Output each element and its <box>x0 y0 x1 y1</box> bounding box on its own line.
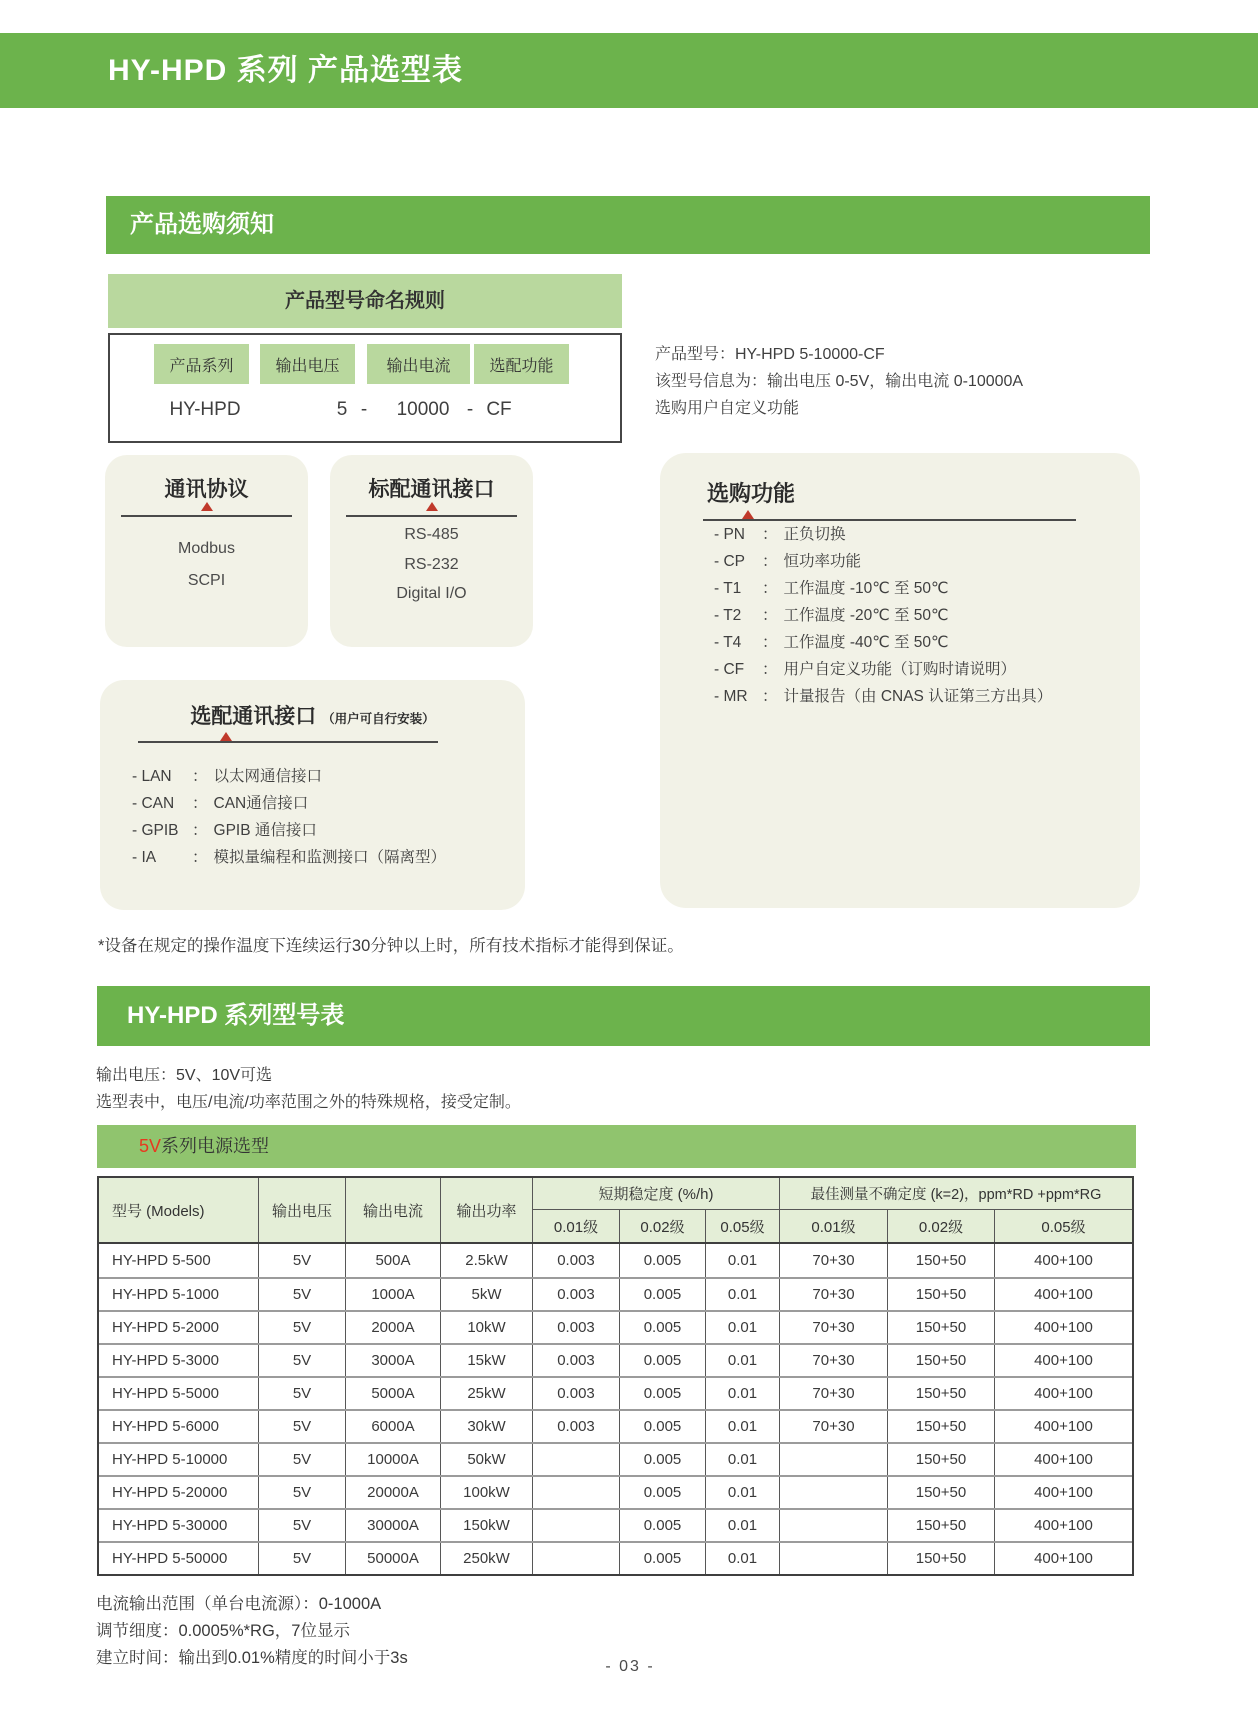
cell-power: 30kW <box>441 1411 533 1442</box>
option-code: - PN <box>714 526 745 543</box>
cell-stability-002: 0.005 <box>620 1345 706 1376</box>
cell-stability-005: 0.01 <box>706 1543 780 1574</box>
cell-uncert-005: 400+100 <box>1034 1252 1093 1269</box>
cell-stability-001: 0.003 <box>533 1378 620 1409</box>
option-code: - CF <box>714 661 745 678</box>
divider <box>138 741 438 743</box>
option-item <box>714 656 1120 683</box>
cell-uncert-001: 70+30 <box>780 1244 888 1277</box>
footer-note-line: 建立时间：输出到0.01%精度的时间小于3s <box>96 1649 408 1667</box>
cell-stability-001 <box>533 1477 620 1508</box>
interface-description: 模拟量编程和监测接口（隔离型） <box>213 849 447 866</box>
col-header-grade: 0.05级 <box>1041 1218 1086 1236</box>
cell-current: 3000A <box>346 1345 441 1376</box>
cell-uncert-001 <box>780 1543 888 1574</box>
cell-uncert-002: 150+50 <box>888 1543 995 1574</box>
naming-desc-line: 选购用户自定义功能 <box>655 400 800 417</box>
colon-separator: ： <box>192 822 208 839</box>
cell-uncert-005: 400+100 <box>1034 1319 1093 1336</box>
naming-field-chip: 输出电流 <box>367 344 470 384</box>
naming-field-chip: 产品系列 <box>154 344 249 384</box>
cell-power: 2.5kW <box>441 1244 533 1277</box>
model-section-description <box>96 1062 521 1116</box>
cell-power: 100kW <box>441 1477 533 1508</box>
interface-description: 以太网通信接口 <box>213 768 323 785</box>
cell-current: 10000A <box>346 1444 441 1475</box>
standard-interface-item: RS-485 <box>404 526 459 543</box>
cell-power: 5kW <box>441 1279 533 1310</box>
red-triangle-icon <box>426 502 438 511</box>
model-desc-line: 选型表中，电压/电流/功率范围之外的特殊规格，接受定制。 <box>96 1094 521 1111</box>
table-row <box>99 1244 1132 1277</box>
cell-voltage: 5V <box>259 1279 346 1310</box>
notice-section-bar <box>106 196 1150 254</box>
cell-stability-002: 0.005 <box>620 1411 706 1442</box>
cell-uncert-002: 150+50 <box>888 1411 995 1442</box>
cell-uncert-002: 150+50 <box>888 1279 995 1310</box>
cell-current: 30000A <box>346 1510 441 1541</box>
option-item <box>714 683 1120 710</box>
colon-separator: ： <box>762 580 778 597</box>
cell-stability-001: 0.003 <box>533 1312 620 1343</box>
col-header-grade: 0.05级 <box>706 1210 780 1242</box>
cell-current: 1000A <box>346 1279 441 1310</box>
cell-stability-001: 0.003 <box>533 1411 620 1442</box>
table-row <box>99 1310 1132 1343</box>
cell-current: 6000A <box>346 1411 441 1442</box>
table-row <box>99 1343 1132 1376</box>
red-triangle-icon <box>201 502 213 511</box>
cell-power: 10kW <box>441 1312 533 1343</box>
cell-voltage: 5V <box>259 1477 346 1508</box>
interface-code: - LAN <box>132 768 172 785</box>
cell-uncert-001: 70+30 <box>780 1378 888 1409</box>
table-header <box>99 1178 1132 1244</box>
optional-functions-list <box>714 521 1120 710</box>
cell-model: HY-HPD 5-50000 <box>99 1543 259 1574</box>
colon-separator: ： <box>762 607 778 624</box>
cell-stability-005: 0.01 <box>706 1279 780 1310</box>
interface-code: - GPIB <box>132 822 179 839</box>
cell-power: 15kW <box>441 1345 533 1376</box>
cell-stability-001 <box>533 1543 620 1574</box>
option-description: 工作温度 -40℃ 至 50℃ <box>783 634 949 651</box>
option-code: - T1 <box>714 580 742 597</box>
red-triangle-icon <box>220 732 232 741</box>
cell-stability-001 <box>533 1444 620 1475</box>
option-item <box>714 602 1120 629</box>
optional-interface-subtitle: （用户可自行安装） <box>322 712 435 726</box>
cell-uncert-001: 70+30 <box>780 1279 888 1310</box>
cell-voltage: 5V <box>259 1543 346 1574</box>
interface-description: GPIB 通信接口 <box>213 822 317 839</box>
cell-stability-002: 0.005 <box>620 1510 706 1541</box>
naming-example-description <box>655 341 1195 422</box>
model-option: CF <box>486 399 512 420</box>
interface-item <box>132 844 509 871</box>
colon-separator: ： <box>762 661 778 678</box>
col-header-grade: 0.01级 <box>780 1210 888 1242</box>
model-series: HY-HPD <box>169 399 241 420</box>
table-row <box>99 1409 1132 1442</box>
model-section-title: HY-HPD 系列型号表 <box>127 1002 345 1029</box>
standard-interface-item: Digital I/O <box>396 585 467 602</box>
cell-power: 50kW <box>441 1444 533 1475</box>
cell-uncert-002: 150+50 <box>888 1477 995 1508</box>
optional-interface-list <box>132 763 509 871</box>
model-spec-table <box>97 1176 1134 1576</box>
interface-item <box>132 763 509 790</box>
option-description: 工作温度 -10℃ 至 50℃ <box>783 580 949 597</box>
cell-model: HY-HPD 5-10000 <box>99 1444 259 1475</box>
option-description: 恒功率功能 <box>783 553 862 570</box>
naming-rule-box <box>108 333 622 443</box>
cell-uncert-001: 70+30 <box>780 1411 888 1442</box>
protocol-box <box>105 455 308 647</box>
option-code: - CP <box>714 553 745 570</box>
standard-interface-item: RS-232 <box>404 556 459 573</box>
standard-interface-title: 标配通讯接口 <box>368 478 495 501</box>
cell-model: HY-HPD 5-20000 <box>99 1477 259 1508</box>
interface-item <box>132 817 509 844</box>
page-header-bar <box>0 33 1258 108</box>
cell-stability-005: 0.01 <box>706 1477 780 1508</box>
option-description: 用户自定义功能（订购时请说明） <box>783 661 1017 678</box>
notice-section-title: 产品选购须知 <box>130 211 274 238</box>
colon-separator: ： <box>192 795 208 812</box>
cell-current: 5000A <box>346 1378 441 1409</box>
naming-rule-title: 产品型号命名规则 <box>108 274 622 328</box>
page-title: HY-HPD 系列 产品选型表 <box>108 54 464 87</box>
model-dash: - <box>466 399 474 420</box>
colon-separator: ： <box>762 526 778 543</box>
cell-uncert-002: 150+50 <box>888 1244 995 1277</box>
cell-stability-001: 0.003 <box>533 1345 620 1376</box>
table-row <box>99 1541 1132 1574</box>
series-5v-label: 系列电源选型 <box>161 1136 270 1156</box>
cell-stability-005: 0.01 <box>706 1378 780 1409</box>
cell-model: HY-HPD 5-30000 <box>99 1510 259 1541</box>
optional-interface-box <box>100 680 525 910</box>
option-item <box>714 575 1120 602</box>
col-header-voltage: 输出电压 <box>259 1178 346 1242</box>
cell-uncert-002: 150+50 <box>888 1312 995 1343</box>
series-5v-highlight: 5V <box>139 1136 162 1156</box>
interface-description: CAN通信接口 <box>213 795 309 812</box>
cell-uncert-005: 400+100 <box>1034 1484 1093 1501</box>
series-5v-banner-text <box>139 1125 269 1168</box>
optional-interface-title-row <box>100 700 525 730</box>
cell-current: 50000A <box>346 1543 441 1574</box>
colon-separator: ： <box>192 768 208 785</box>
interface-code: - IA <box>132 849 157 866</box>
cell-stability-002: 0.005 <box>620 1244 706 1277</box>
naming-field-chip: 输出电压 <box>260 344 355 384</box>
option-code: - T4 <box>714 634 742 651</box>
cell-stability-005: 0.01 <box>706 1411 780 1442</box>
cell-uncert-005: 400+100 <box>1034 1418 1093 1435</box>
cell-stability-002: 0.005 <box>620 1543 706 1574</box>
table-row <box>99 1277 1132 1310</box>
col-header-grade: 0.02级 <box>620 1210 706 1242</box>
cell-voltage: 5V <box>259 1444 346 1475</box>
colon-separator: ： <box>762 634 778 651</box>
col-header-grade: 0.01级 <box>533 1210 620 1242</box>
divider <box>346 515 517 517</box>
cell-uncert-005: 400+100 <box>1034 1352 1093 1369</box>
option-code: - T2 <box>714 607 742 624</box>
temperature-footnote: *设备在规定的操作温度下连续运行30分钟以上时，所有技术指标才能得到保证。 <box>98 937 684 955</box>
option-item <box>714 548 1120 575</box>
cell-model: HY-HPD 5-2000 <box>99 1312 259 1343</box>
cell-stability-002: 0.005 <box>620 1312 706 1343</box>
footer-note-line: 电流输出范围（单台电流源）：0-1000A <box>96 1595 382 1613</box>
cell-stability-002: 0.005 <box>620 1279 706 1310</box>
model-current: 10000 <box>396 399 450 420</box>
table-row <box>99 1508 1132 1541</box>
model-section-bar <box>97 986 1150 1046</box>
protocol-item: SCPI <box>187 572 226 589</box>
cell-model: HY-HPD 5-3000 <box>99 1345 259 1376</box>
cell-uncert-001: 70+30 <box>780 1312 888 1343</box>
cell-power: 25kW <box>441 1378 533 1409</box>
cell-voltage: 5V <box>259 1312 346 1343</box>
option-description: 计量报告（由 CNAS 认证第三方出具） <box>783 688 1053 705</box>
col-header-model: 型号 (Models) <box>99 1178 259 1242</box>
col-group-uncertainty: 最佳测量不确定度 (k=2)，ppm*RD +ppm*RG <box>780 1178 1132 1210</box>
table-row <box>99 1376 1132 1409</box>
option-item <box>714 629 1120 656</box>
protocol-item: Modbus <box>178 540 235 557</box>
cell-power: 250kW <box>441 1543 533 1574</box>
option-description: 工作温度 -20℃ 至 50℃ <box>783 607 949 624</box>
cell-stability-002: 0.005 <box>620 1444 706 1475</box>
cell-stability-005: 0.01 <box>706 1444 780 1475</box>
cell-stability-005: 0.01 <box>706 1312 780 1343</box>
table-row <box>99 1442 1132 1475</box>
naming-desc-line: 该型号信息为：输出电压 0-5V，输出电流 0-10000A <box>655 373 1024 390</box>
cell-uncert-001 <box>780 1444 888 1475</box>
optional-interface-title: 选配通讯接口 <box>190 705 317 728</box>
colon-separator: ： <box>192 849 208 866</box>
cell-stability-005: 0.01 <box>706 1244 780 1277</box>
colon-separator: ： <box>762 688 778 705</box>
cell-voltage: 5V <box>259 1510 346 1541</box>
model-desc-line: 输出电压：5V、10V可选 <box>96 1067 273 1084</box>
table-row <box>99 1475 1132 1508</box>
cell-current: 500A <box>346 1244 441 1277</box>
interface-item <box>132 790 509 817</box>
cell-uncert-005: 400+100 <box>1034 1286 1093 1303</box>
cell-uncert-002: 150+50 <box>888 1510 995 1541</box>
cell-model: HY-HPD 5-1000 <box>99 1279 259 1310</box>
protocol-box-title: 通讯协议 <box>164 478 249 501</box>
cell-stability-001: 0.003 <box>533 1279 620 1310</box>
col-group-stability: 短期稳定度 (%/h) <box>533 1178 780 1210</box>
footer-note-line: 调节细度：0.0005%*RG，7位显示 <box>96 1622 350 1640</box>
table-footer-notes <box>96 1591 408 1672</box>
cell-uncert-002: 150+50 <box>888 1444 995 1475</box>
cell-uncert-002: 150+50 <box>888 1378 995 1409</box>
option-description: 正负切换 <box>783 526 846 543</box>
cell-model: HY-HPD 5-5000 <box>99 1378 259 1409</box>
cell-uncert-002: 150+50 <box>888 1345 995 1376</box>
interface-code: - CAN <box>132 795 175 812</box>
cell-model: HY-HPD 5-500 <box>99 1244 259 1277</box>
col-header-current: 输出电流 <box>346 1178 441 1242</box>
cell-voltage: 5V <box>259 1244 346 1277</box>
cell-uncert-005: 400+100 <box>1034 1451 1093 1468</box>
col-header-power: 输出功率 <box>441 1178 533 1242</box>
model-voltage: 5 <box>336 399 348 420</box>
cell-voltage: 5V <box>259 1411 346 1442</box>
cell-stability-002: 0.005 <box>620 1378 706 1409</box>
naming-field-chip: 选配功能 <box>474 344 569 384</box>
standard-interface-box <box>330 455 533 647</box>
page-number: - 03 - <box>605 1658 655 1675</box>
cell-uncert-005: 400+100 <box>1034 1385 1093 1402</box>
cell-uncert-001: 70+30 <box>780 1345 888 1376</box>
model-dash: - <box>360 399 368 420</box>
series-5v-banner <box>97 1125 1136 1168</box>
cell-model: HY-HPD 5-6000 <box>99 1411 259 1442</box>
colon-separator: ： <box>762 553 778 570</box>
cell-current: 2000A <box>346 1312 441 1343</box>
cell-current: 20000A <box>346 1477 441 1508</box>
option-item <box>714 521 1120 548</box>
red-triangle-icon <box>742 510 754 519</box>
cell-stability-005: 0.01 <box>706 1510 780 1541</box>
cell-stability-001: 0.003 <box>533 1244 620 1277</box>
optional-functions-box <box>660 453 1140 908</box>
cell-uncert-001 <box>780 1477 888 1508</box>
cell-uncert-005: 400+100 <box>1034 1550 1093 1567</box>
optional-functions-title: 选购功能 <box>707 481 796 506</box>
col-header-grade: 0.02级 <box>888 1210 995 1242</box>
option-code: - MR <box>714 688 748 705</box>
cell-stability-001 <box>533 1510 620 1541</box>
cell-power: 150kW <box>441 1510 533 1541</box>
cell-uncert-001 <box>780 1510 888 1541</box>
cell-stability-005: 0.01 <box>706 1345 780 1376</box>
divider <box>121 515 292 517</box>
cell-voltage: 5V <box>259 1345 346 1376</box>
naming-desc-line: 产品型号：HY-HPD 5-10000-CF <box>655 346 885 363</box>
cell-uncert-005: 400+100 <box>1034 1517 1093 1534</box>
cell-voltage: 5V <box>259 1378 346 1409</box>
cell-stability-002: 0.005 <box>620 1477 706 1508</box>
